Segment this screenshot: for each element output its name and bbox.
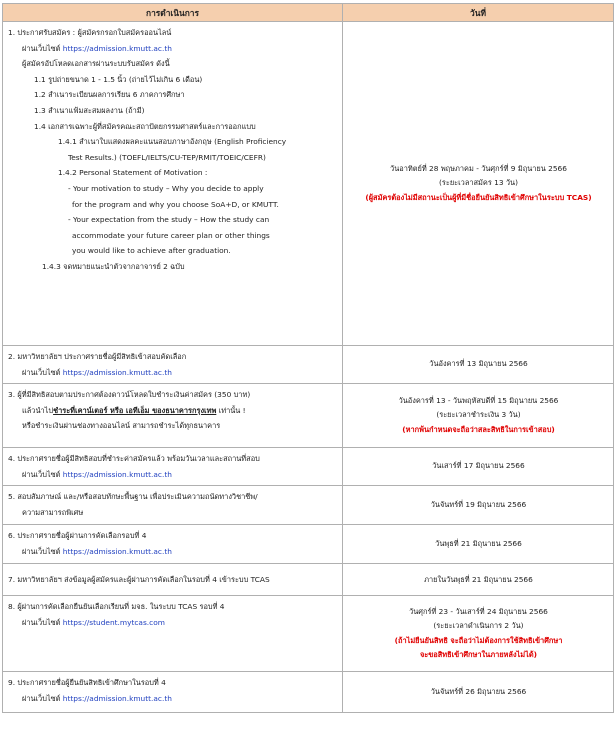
payment-instruction: [8, 403, 338, 419]
table-row: [3, 384, 614, 448]
website-line: [8, 365, 338, 381]
website-line: [8, 544, 338, 560]
statement-point: - Your expectation from the study – How the study can: [68, 215, 270, 225]
date-cell: [343, 596, 614, 672]
date-value: ภายในวันพุธที่ 21 มิถุนายน 2566: [424, 574, 533, 584]
statement-point-cont: for the program and why you choose SoA+D, or KMUTT.: [72, 199, 279, 209]
document-item: 1.4 เอกสารเฉพาะผู้ที่สมัครคณะสถาปัตยกรรมศาสตร์และการออกแบบ: [34, 121, 256, 131]
document-subitem: 1.4.3 จดหมายแนะนำตัวจากอาจารย์ 2 ฉบับ: [42, 261, 185, 271]
website-label: ผ่านเว็บไซต์: [22, 617, 63, 627]
document-subitem-cont: Test Results.) (TOEFL/IELTS/CU-TEP/RMIT/TOEIC/CEFR): [68, 152, 266, 162]
process-cell: [3, 448, 343, 486]
website-label: ผ่านเว็บไซต์: [22, 43, 63, 53]
step-title: 8. ผู้ผ่านการคัดเลือกยืนยันเลือกเรียนที่ มจธ. ในระบบ TCAS รอบที่ 4: [8, 602, 225, 612]
admission-link[interactable]: https://admission.kmutt.ac.th: [62, 469, 172, 479]
warning-note: (ถ้าไม่ยืนยันสิทธิ จะถือว่าไม่ต้องการใช้สิทธิเข้าศึกษา: [394, 635, 563, 645]
warning-note: (ผู้สมัครต้องไม่มีสถานะเป็นผู้ที่มีชื่อยืนยันสิทธิเข้าศึกษาในระบบ TCAS): [365, 192, 592, 202]
schedule-table: [2, 3, 614, 713]
upload-instructions: ผู้สมัครอัปโหลดเอกสารผ่านระบบรับสมัคร ดังนี้: [22, 59, 170, 69]
step-title: 7. มหาวิทยาลัยฯ ส่งข้อมูลผู้สมัครและผู้ผ่านการคัดเลือกในรอบที่ 4 เข้าระบบ TCAS: [8, 575, 270, 585]
date-cell: [343, 346, 614, 384]
date-cell: [343, 384, 614, 448]
date-value: วันอังคารที่ 13 มิถุนายน 2566: [429, 359, 528, 369]
process-cell: [3, 22, 343, 346]
date-cell: [343, 22, 614, 346]
date-cell: [343, 672, 614, 713]
table-row: [3, 486, 614, 525]
step-title-cont: ความสามารถพิเศษ: [22, 507, 84, 517]
date-value: วันพุธที่ 21 มิถุนายน 2566: [435, 539, 522, 549]
document-item: 1.1 รูปถ่ายขนาด 1 - 1.5 นิ้ว (ถ่ายไว้ไม่เกิน 6 เดือน): [34, 74, 203, 84]
process-cell: [3, 564, 343, 596]
duration-note: (ระยะเวลาสมัคร 13 วัน): [439, 178, 518, 188]
process-cell: [3, 596, 343, 672]
date-range: วันศุกร์ที่ 23 - วันเสาร์ที่ 24 มิถุนายน 2566: [409, 606, 548, 616]
process-cell: [3, 672, 343, 713]
payment-text-end: เท่านั้น !: [216, 405, 246, 415]
step-title: 4. ประกาศรายชื่อผู้มีสิทธิสอบที่ชำระค่าสมัครแล้ว พร้อมวันเวลาและสถานที่สอบ: [8, 454, 260, 464]
website-label: ผ่านเว็บไซต์: [22, 693, 63, 703]
table-row: [3, 448, 614, 486]
process-cell: [3, 486, 343, 525]
admission-link[interactable]: https://admission.kmutt.ac.th: [62, 693, 172, 703]
website-line: [8, 467, 338, 483]
duration-note: (ระยะเวลาดำเนินการ 2 วัน): [433, 621, 524, 631]
admission-link[interactable]: https://admission.kmutt.ac.th: [62, 546, 172, 556]
website-line: [8, 615, 338, 631]
online-payment-note: หรือชำระเงินผ่านช่องทางออนไลน์ สามารถชำระได้ทุกธนาคาร: [22, 421, 221, 431]
date-cell: [343, 525, 614, 564]
payment-channel: ชำระที่เคาน์เตอร์ หรือ เอทีเอ็ม ของธนาคารกรุงเทพ: [53, 405, 217, 415]
date-value: วันเสาร์ที่ 17 มิถุนายน 2566: [432, 461, 525, 471]
website-line: [8, 41, 338, 57]
table-row: [3, 22, 614, 346]
date-cell: [343, 564, 614, 596]
process-column-header: การดำเนินการ: [3, 4, 343, 22]
admission-link[interactable]: https://admission.kmutt.ac.th: [62, 367, 172, 377]
table-header-row: [3, 4, 614, 22]
mytcas-link[interactable]: https://student.mytcas.com: [62, 617, 165, 627]
process-cell: [3, 525, 343, 564]
warning-note-cont: จะขอสิทธิเข้าศึกษาในภายหลังไม่ได้): [419, 650, 538, 660]
date-cell: [343, 486, 614, 525]
step-title: 5. สอบสัมภาษณ์ และ/หรือสอบทักษะพื้นฐาน เพื่อประเมินความถนัดทางวิชาชีพ/: [8, 492, 258, 502]
document-item: 1.3 สำเนาแฟ้มสะสมผลงาน (ถ้ามี): [34, 105, 145, 115]
step-title: 6. ประกาศรายชื่อผู้ผ่านการคัดเลือกรอบที่ 4: [8, 531, 147, 541]
statement-point: - Your motivation to study – Why you decide to apply: [68, 183, 264, 193]
date-value: วันจันทร์ที่ 19 มิถุนายน 2566: [430, 500, 527, 510]
website-label: ผ่านเว็บไซต์: [22, 469, 63, 479]
date-range: วันอังคารที่ 13 - วันพฤหัสบดีที่ 15 มิถุนายน 2566: [398, 395, 559, 405]
table-row: [3, 596, 614, 672]
warning-note: (หากพ้นกำหนดจะถือว่าสละสิทธิในการเข้าสอบ): [402, 424, 555, 434]
table-row: [3, 564, 614, 596]
step-title: 1. ประกาศรับสมัคร : ผู้สมัครกรอกใบสมัครออนไลน์: [8, 28, 172, 37]
table-row: [3, 672, 614, 713]
date-value: วันจันทร์ที่ 26 มิถุนายน 2566: [430, 687, 527, 697]
process-cell: [3, 346, 343, 384]
duration-note: (ระยะเวลาชำระเงิน 3 วัน): [436, 410, 521, 420]
table-row: [3, 525, 614, 564]
date-cell: [343, 448, 614, 486]
statement-point-cont: you would like to achieve after graduation.: [72, 246, 231, 256]
date-range: วันอาทิตย์ที่ 28 พฤษภาคม - วันศุกร์ที่ 9 มิถุนายน 2566: [390, 163, 567, 173]
statement-point-cont: accommodate your future career plan or other things: [72, 230, 270, 240]
process-cell: [3, 384, 343, 448]
step-title: 9. ประกาศรายชื่อผู้ยืนยันสิทธิเข้าศึกษาในรอบที่ 4: [8, 678, 166, 688]
admission-link[interactable]: https://admission.kmutt.ac.th: [62, 43, 172, 53]
document-subitem: 1.4.1 สำเนาใบแสดงผลคะแนนสอบภาษาอังกฤษ (English Proficiency: [58, 137, 287, 147]
step-title: 3. ผู้ที่มีสิทธิสอบตามประกาศต้องดาวน์โหลดใบชำระเงินค่าสมัคร (350 บาท): [8, 390, 251, 400]
website-label: ผ่านเว็บไซต์: [22, 546, 63, 556]
date-column-header: วันที่: [343, 4, 614, 22]
step-title: 2. มหาวิทยาลัยฯ ประกาศรายชื่อผู้มีสิทธิเข้าสอบคัดเลือก: [8, 352, 187, 361]
document-item: 1.2 สำเนาระเบียนผลการเรียน 6 ภาคการศึกษา: [34, 90, 185, 100]
document-subitem: 1.4.2 Personal Statement of Motivation :: [58, 168, 208, 178]
table-row: [3, 346, 614, 384]
website-label: ผ่านเว็บไซต์: [22, 367, 63, 377]
website-line: [8, 691, 338, 707]
payment-text: แล้วนำไป: [22, 405, 54, 415]
